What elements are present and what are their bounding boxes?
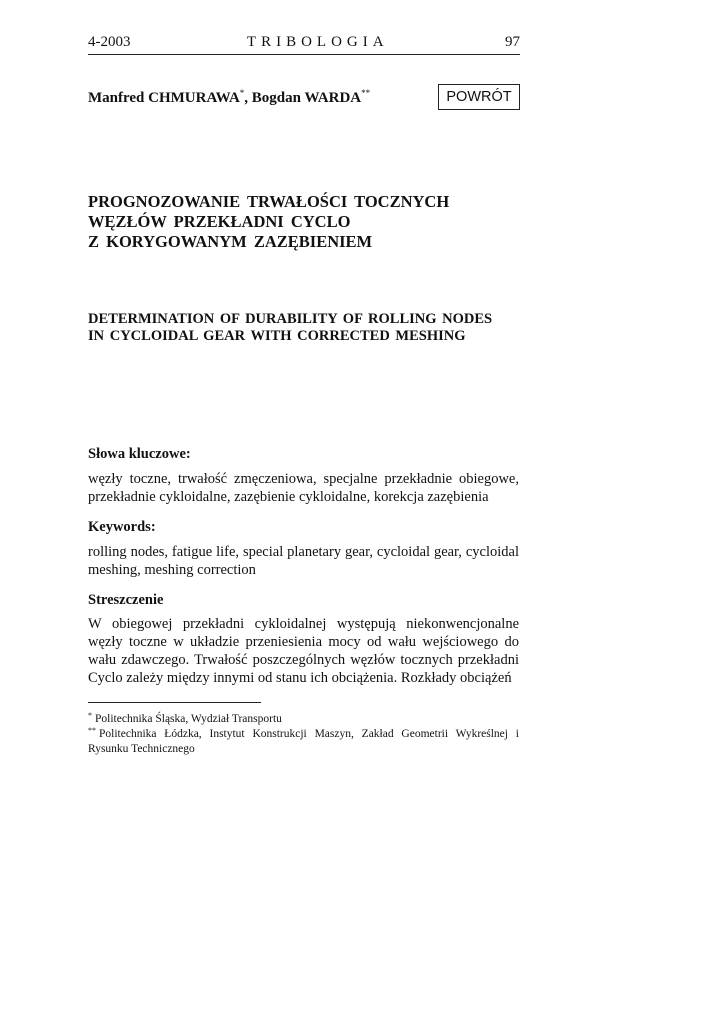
title-en-line-2: IN CYCLOIDAL GEAR WITH CORRECTED MESHING [88,328,466,344]
title-en-line-1: DETERMINATION OF DURABILITY OF ROLLING NODES [88,311,493,327]
keywords-en-text: rolling nodes, fatigue life, special planetary gear, cycloidal gear, cycloidal meshing, meshing correction [88,544,519,578]
keywords-en-heading: Keywords: [88,519,156,535]
author-1-mark: * [239,88,245,98]
abstract-heading: Streszczenie [88,592,164,608]
author-2: Bogdan WARDA [251,90,362,106]
issue-number: 4-2003 [88,34,131,50]
title-english [88,311,528,345]
title-pl-line-3: Z KORYGOWANYM ZAZĘBIENIEM [88,232,373,251]
footnote-divider [88,702,261,703]
author-separator: , [244,90,252,106]
author-2-mark: ** [361,88,371,98]
page-number: 97 [505,34,520,50]
footnote-2-text: Politechnika Łódzka, Instytut Konstrukcji Maszyn, Zakład Geometrii Wykreślnej i Rysunku Technicznego [88,728,519,755]
title-pl-line-1: PROGNOZOWANIE TRWAŁOŚCI TOCZNYCH [88,192,450,211]
keywords-pl-heading: Słowa kluczowe: [88,446,191,462]
author-1: Manfred CHMURAWA [88,90,240,106]
title-polish [88,192,528,252]
abstract-text: W obiegowej przekładni cykloidalnej występują niekonwencjonalne węzły toczne w układzie przeniesienia mocy od wału wejściowego do wału zdawczego. Trwałość poszczególnych węzłów tocznych przekładni Cyclo zależy między innymi od stanu ich obciążenia. Rozkłady obciążeń [88,616,519,686]
footnote-2-mark: ** [88,726,96,735]
footnote-1-mark: * [88,711,92,720]
journal-title: TRIBOLOGIA [246,34,389,50]
footnote-2 [88,723,519,757]
keywords-pl-text: węzły toczne, trwałość zmęczeniowa, specjalne przekładnie obiegowe, przekładnie cykloidalne, zazębienie cykloidalne, korekcja zazębienia [88,471,519,505]
footnote-1-text: Politechnika Śląska, Wydział Transportu [95,713,282,725]
authors-line [88,88,370,107]
running-header [88,34,520,55]
title-pl-line-2: WĘZŁÓW PRZEKŁADNI CYCLO [88,212,351,231]
back-button[interactable]: POWRÓT [438,84,520,110]
